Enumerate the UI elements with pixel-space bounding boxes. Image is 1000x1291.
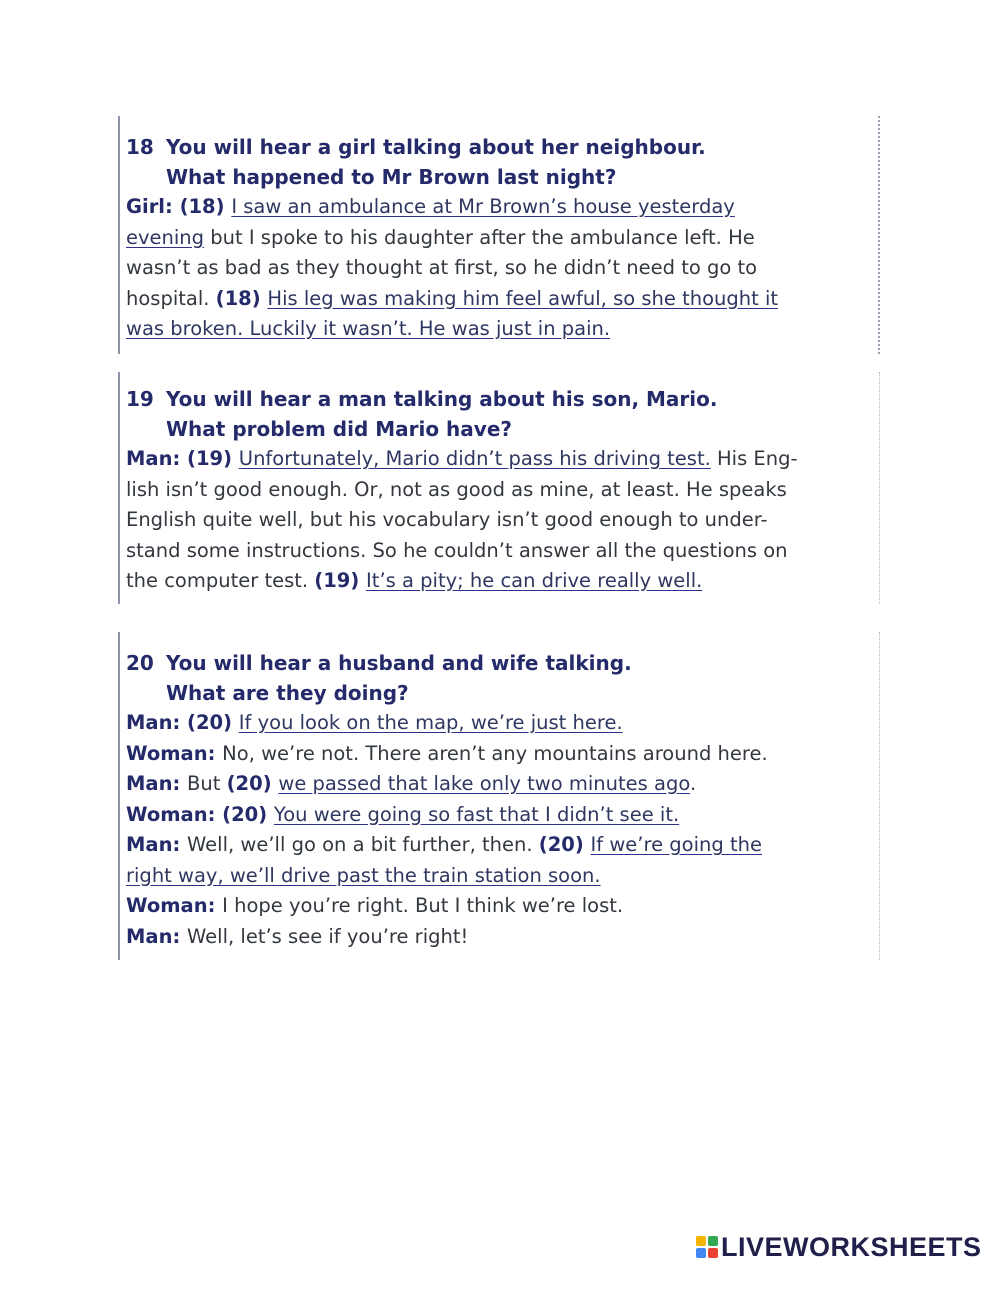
transcript-line (126, 739, 879, 770)
question-20-question: What are they doing? (166, 681, 409, 705)
transcript-19 (126, 444, 879, 597)
question-18-question: What happened to Mr Brown last night? (166, 165, 617, 189)
underlined-answer: we passed that lake only two minutes ago (278, 772, 690, 795)
question-18-block (118, 116, 880, 354)
speaker-label: Girl: (18) (126, 195, 232, 218)
logo-square (696, 1248, 706, 1258)
underlined-answer: right way, we’ll drive past the train station soon. (126, 863, 601, 887)
transcript-text: No, we’re not. There aren’t any mountains around here. (222, 741, 768, 765)
transcript-20 (126, 708, 879, 952)
transcript-line (126, 505, 879, 536)
speaker-label: Man: (19) (126, 447, 239, 470)
question-20-prompt (126, 648, 879, 678)
transcript-text: His Eng- (710, 447, 798, 470)
transcript-text: stand some instructions. So he couldn’t answer all the questions on (126, 538, 788, 562)
transcript-line (126, 566, 879, 597)
liveworksheets-logo-icon (696, 1236, 718, 1258)
transcript-line (126, 891, 879, 922)
underlined-answer: evening (126, 225, 205, 249)
transcript-text: lish isn’t good enough. Or, not as good as mine, at least. He speaks (126, 477, 787, 501)
transcript-text: wasn’t as bad as they thought at first, so he didn’t need to go to (126, 256, 758, 279)
transcript-line (126, 769, 879, 800)
transcript-text: . (689, 772, 697, 795)
speaker-label: Man: (126, 833, 188, 856)
underlined-answer: You were going so fast that I didn’t see it. (273, 802, 680, 826)
question-19-question: What problem did Mario have? (166, 417, 512, 441)
question-number: 18 (126, 135, 154, 159)
logo-text: LIVEWORKSHEETS (721, 1231, 982, 1262)
transcript-line (126, 830, 879, 861)
transcript-line (126, 922, 879, 953)
question-18-prompt (126, 132, 878, 162)
question-19-block (118, 372, 880, 604)
transcript-line (126, 192, 878, 223)
transcript-18 (126, 192, 878, 345)
speaker-label: Woman: (126, 894, 223, 917)
question-prompt: You will hear a husband and wife talking. (166, 651, 632, 675)
question-reference: (19) (314, 569, 367, 592)
transcript-line (126, 536, 879, 567)
question-reference: (18) (215, 286, 268, 310)
transcript-text: the computer test. (126, 569, 315, 592)
transcript-line (126, 284, 878, 315)
transcript-line (126, 223, 878, 254)
question-20-block (118, 632, 880, 960)
transcript-text: But (187, 772, 227, 795)
speaker-label: Man: (126, 772, 188, 795)
transcript-line (126, 444, 879, 475)
question-19-prompt (126, 384, 879, 414)
underlined-answer: Unfortunately, Mario didn’t pass his driving test. (238, 447, 711, 470)
underlined-answer: If we’re going the (590, 833, 762, 856)
speaker-label: Man: (126, 924, 188, 948)
transcript-line (126, 314, 878, 345)
logo-square (708, 1236, 718, 1246)
underlined-answer: I saw an ambulance at Mr Brown’s house yesterday (231, 195, 735, 218)
transcript-text: I hope you’re right. But I think we’re lost. (222, 894, 624, 917)
transcript-line (126, 800, 879, 831)
logo-square (696, 1236, 706, 1246)
transcript-text: English quite well, but his vocabulary isn’t good enough to under- (126, 508, 768, 531)
question-number: 20 (126, 651, 154, 675)
question-reference: (20) (538, 833, 591, 856)
underlined-answer: was broken. Luckily it wasn’t. He was just in pain. (126, 317, 611, 340)
underlined-answer: His leg was making him feel awful, so she thought it (267, 286, 779, 310)
transcript-line (126, 708, 879, 739)
transcript-text: Well, we’ll go on a bit further, then. (187, 833, 539, 856)
transcript-text: but I spoke to his daughter after the ambulance left. He (204, 225, 755, 249)
speaker-label: Woman: (126, 741, 223, 765)
transcript-line (126, 861, 879, 892)
question-reference: (20) (226, 772, 279, 795)
underlined-answer: If you look on the map, we’re just here. (238, 711, 623, 734)
speaker-label: Man: (20) (126, 711, 239, 734)
question-number: 19 (126, 387, 154, 411)
transcript-text: hospital. (126, 286, 216, 310)
question-prompt: You will hear a girl talking about her neighbour. (166, 135, 706, 159)
transcript-line (126, 253, 878, 284)
transcript-line (126, 475, 879, 506)
speaker-label: Woman: (20) (126, 802, 274, 826)
logo-square (708, 1248, 718, 1258)
underlined-answer: It’s a pity; he can drive really well. (366, 569, 703, 592)
liveworksheets-logo[interactable] (696, 1229, 982, 1265)
question-prompt: You will hear a man talking about his son, Mario. (166, 387, 718, 411)
transcript-text: Well, let’s see if you’re right! (187, 924, 469, 948)
